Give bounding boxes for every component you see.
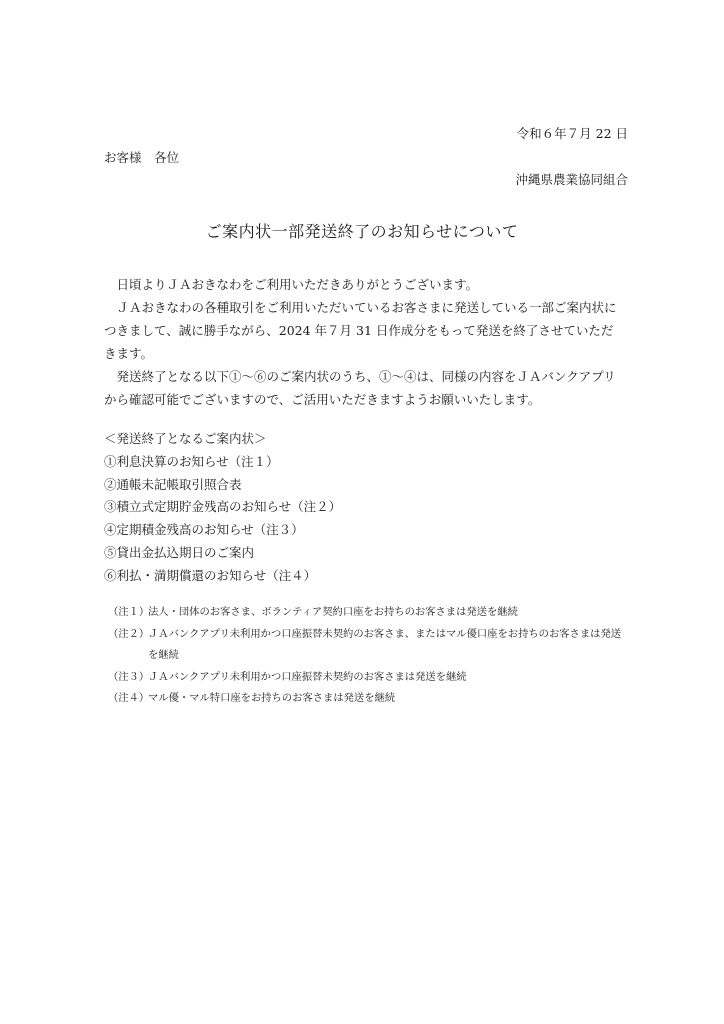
list-item: ②通帳未記帳取引照合表 [104, 476, 242, 492]
footnote [108, 688, 628, 710]
footnote [108, 667, 628, 689]
footnote-text: マル優・マル特口座をお持ちのお客さまは発送を継続 [148, 692, 396, 704]
footnote [108, 624, 628, 667]
document-date: 令和６年７月 22 日 [516, 126, 628, 141]
footnotes [108, 602, 628, 710]
recipient-line: お客様 各位 [104, 150, 180, 165]
footnote-label: （注１） [108, 606, 150, 618]
footnote-text: ＪＡバンクアプリ未利用かつ口座振替未契約のお客さま、またはマル優口座をお持ちのお客さまは発送を継続 [148, 627, 622, 661]
list-item: ①利息決算のお知らせ（注１） [104, 453, 279, 469]
footnote [108, 602, 628, 624]
list-heading: ＜発送終了となるご案内状＞ [104, 431, 267, 446]
body-paragraph: 日頃よりＪＡおきなわをご利用いただきありがとうございます。 [116, 277, 479, 292]
footnote-text: 法人・団体のお客さま、ボランティア契約口座をお持ちのお客さまは発送を継続 [148, 606, 518, 618]
body-paragraph: 発送終了となる以下①～⑥のご案内状のうち、①～④は、同様の内容をＪＡバンクアプリから確認可能でございますので、ご活用いただきますようお願いいたします。 [104, 369, 616, 407]
list-item: ④定期積金残高のお知らせ（注３） [104, 522, 304, 538]
notice-list [104, 428, 341, 588]
body-text [104, 273, 624, 411]
footnote-label: （注２） [108, 627, 150, 640]
list-item: ⑥利払・満期償還のお知らせ（注４） [104, 567, 317, 583]
issuer-name: 沖縄県農業協同組合 [515, 172, 628, 187]
footnote-label: （注４） [108, 692, 150, 704]
list-item: ⑤貸出金払込期日のご案内 [104, 544, 255, 560]
footnote-label: （注３） [108, 670, 150, 683]
footnote-text: ＪＡバンクアプリ未利用かつ口座振替未契約のお客さまは発送を継続 [148, 670, 467, 683]
body-paragraph: ＪＡおきなわの各種取引をご利用いただいているお客さまに発送している一部ご案内状につきまして、誠に勝手ながら、2024 年７月 31 日作成分をもって発送を終了させていただきます。 [104, 300, 617, 361]
document-title: ご案内状一部発送終了のお知らせについて [205, 222, 519, 241]
list-item: ③積立式定期貯金残高のお知らせ（注２） [104, 499, 342, 515]
